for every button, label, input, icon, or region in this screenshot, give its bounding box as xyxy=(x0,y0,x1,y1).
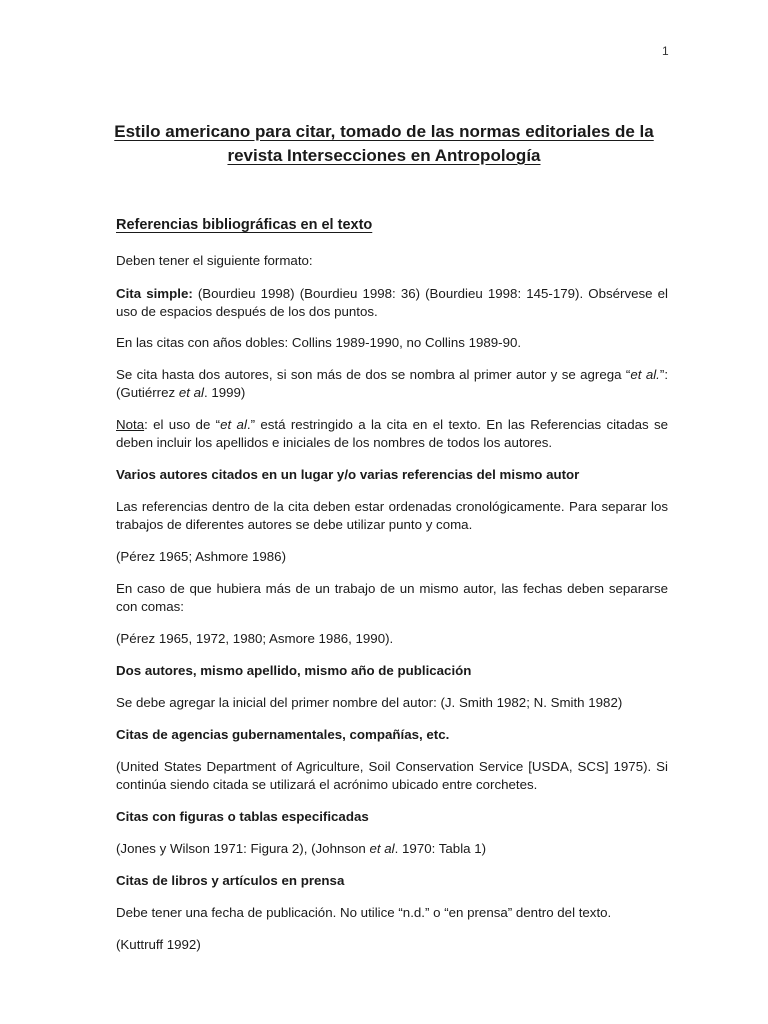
subheading-agencies: Citas de agencias gubernamentales, compañías, etc. xyxy=(116,727,450,742)
example-figures-tables xyxy=(116,840,668,858)
example-perez-dates: (Pérez 1965, 1972, 1980; Asmore 1986, 1990). xyxy=(116,631,394,646)
note-label: Nota xyxy=(116,417,145,432)
paragraph-agencies: (United States Department of Agriculture, Soil Conservation Service [USDA, SCS] 1975). Si continúa siendo citada se utilizará el acrónimo ubicado entre corchetes. xyxy=(116,759,668,792)
paragraph-simple-citation xyxy=(116,285,668,321)
paragraph-chronological: Las referencias dentro de la cita deben estar ordenadas cronológicamente. Para separar los trabajos de diferentes autores se debe utilizar punto y coma. xyxy=(116,499,668,532)
two-authors-text-a: Se cita hasta dos autores, si son más de dos se nombra al primer autor y se agrega “ xyxy=(116,367,631,382)
et-al-italic-note: et al xyxy=(220,417,247,432)
paragraph-in-press: Debe tener una fecha de publicación. No utilice “n.d.” o “en prensa” dentro del texto. xyxy=(116,905,612,920)
et-al-italic-2: et al xyxy=(178,385,204,400)
subheading-in-press: Citas de libros y artículos en prensa xyxy=(116,873,345,888)
example-kuttruff: (Kuttruff 1992) xyxy=(116,937,201,952)
note-text-b: .” está restringido a la cita en el texto. En las Referencias citadas se deben incluir los apellidos e iniciales de los nombres de todos los autores. xyxy=(116,417,669,450)
paragraph-two-authors xyxy=(116,366,668,402)
simple-citation-text: (Bourdieu 1998) (Bourdieu 1998: 36) (Bourdieu 1998: 145-179). Obsérvese el uso de espacios después de los dos puntos. xyxy=(116,286,668,319)
paragraph-note xyxy=(116,416,668,452)
title-line-1: Estilo americano para citar, tomado de las normas editoriales de la xyxy=(114,122,654,141)
et-al-italic-1: et al. xyxy=(630,367,660,382)
subheading-figures-tables: Citas con figuras o tablas especificadas xyxy=(116,809,369,824)
title-line-2: revista Intersecciones en Antropología xyxy=(227,146,541,165)
simple-citation-label: Cita simple: xyxy=(116,286,193,301)
paragraph-same-author: En caso de que hubiera más de un trabajo de un mismo autor, las fechas deben separarse con comas: xyxy=(116,581,668,614)
et-al-italic-figures: et al xyxy=(369,841,395,856)
example-perez-ashmore: (Pérez 1965; Ashmore 1986) xyxy=(116,549,287,564)
note-text-a: : el uso de “ xyxy=(144,417,221,432)
figures-text-b: . 1970: Tabla 1) xyxy=(394,841,487,856)
section-heading: Referencias bibliográficas en el texto xyxy=(116,217,373,233)
document-title xyxy=(80,120,688,168)
subheading-multiple-authors: Varios autores citados en un lugar y/o varias referencias del mismo autor xyxy=(116,467,580,482)
paragraph-double-years: En las citas con años dobles: Collins 1989-1990, no Collins 1989-90. xyxy=(116,335,522,350)
paragraph-same-surname: Se debe agregar la inicial del primer nombre del autor: (J. Smith 1982; N. Smith 1982) xyxy=(116,695,623,710)
paragraph-format-intro: Deben tener el siguiente formato: xyxy=(116,253,313,268)
two-authors-text-c: . 1999) xyxy=(203,385,246,400)
page-number: 1 xyxy=(662,44,669,58)
figures-text-a: (Jones y Wilson 1971: Figura 2), (Johnson xyxy=(116,841,370,856)
subheading-same-surname: Dos autores, mismo apellido, mismo año de publicación xyxy=(116,663,472,678)
two-authors-text-b: ”: (Gutiérrez xyxy=(116,367,669,400)
